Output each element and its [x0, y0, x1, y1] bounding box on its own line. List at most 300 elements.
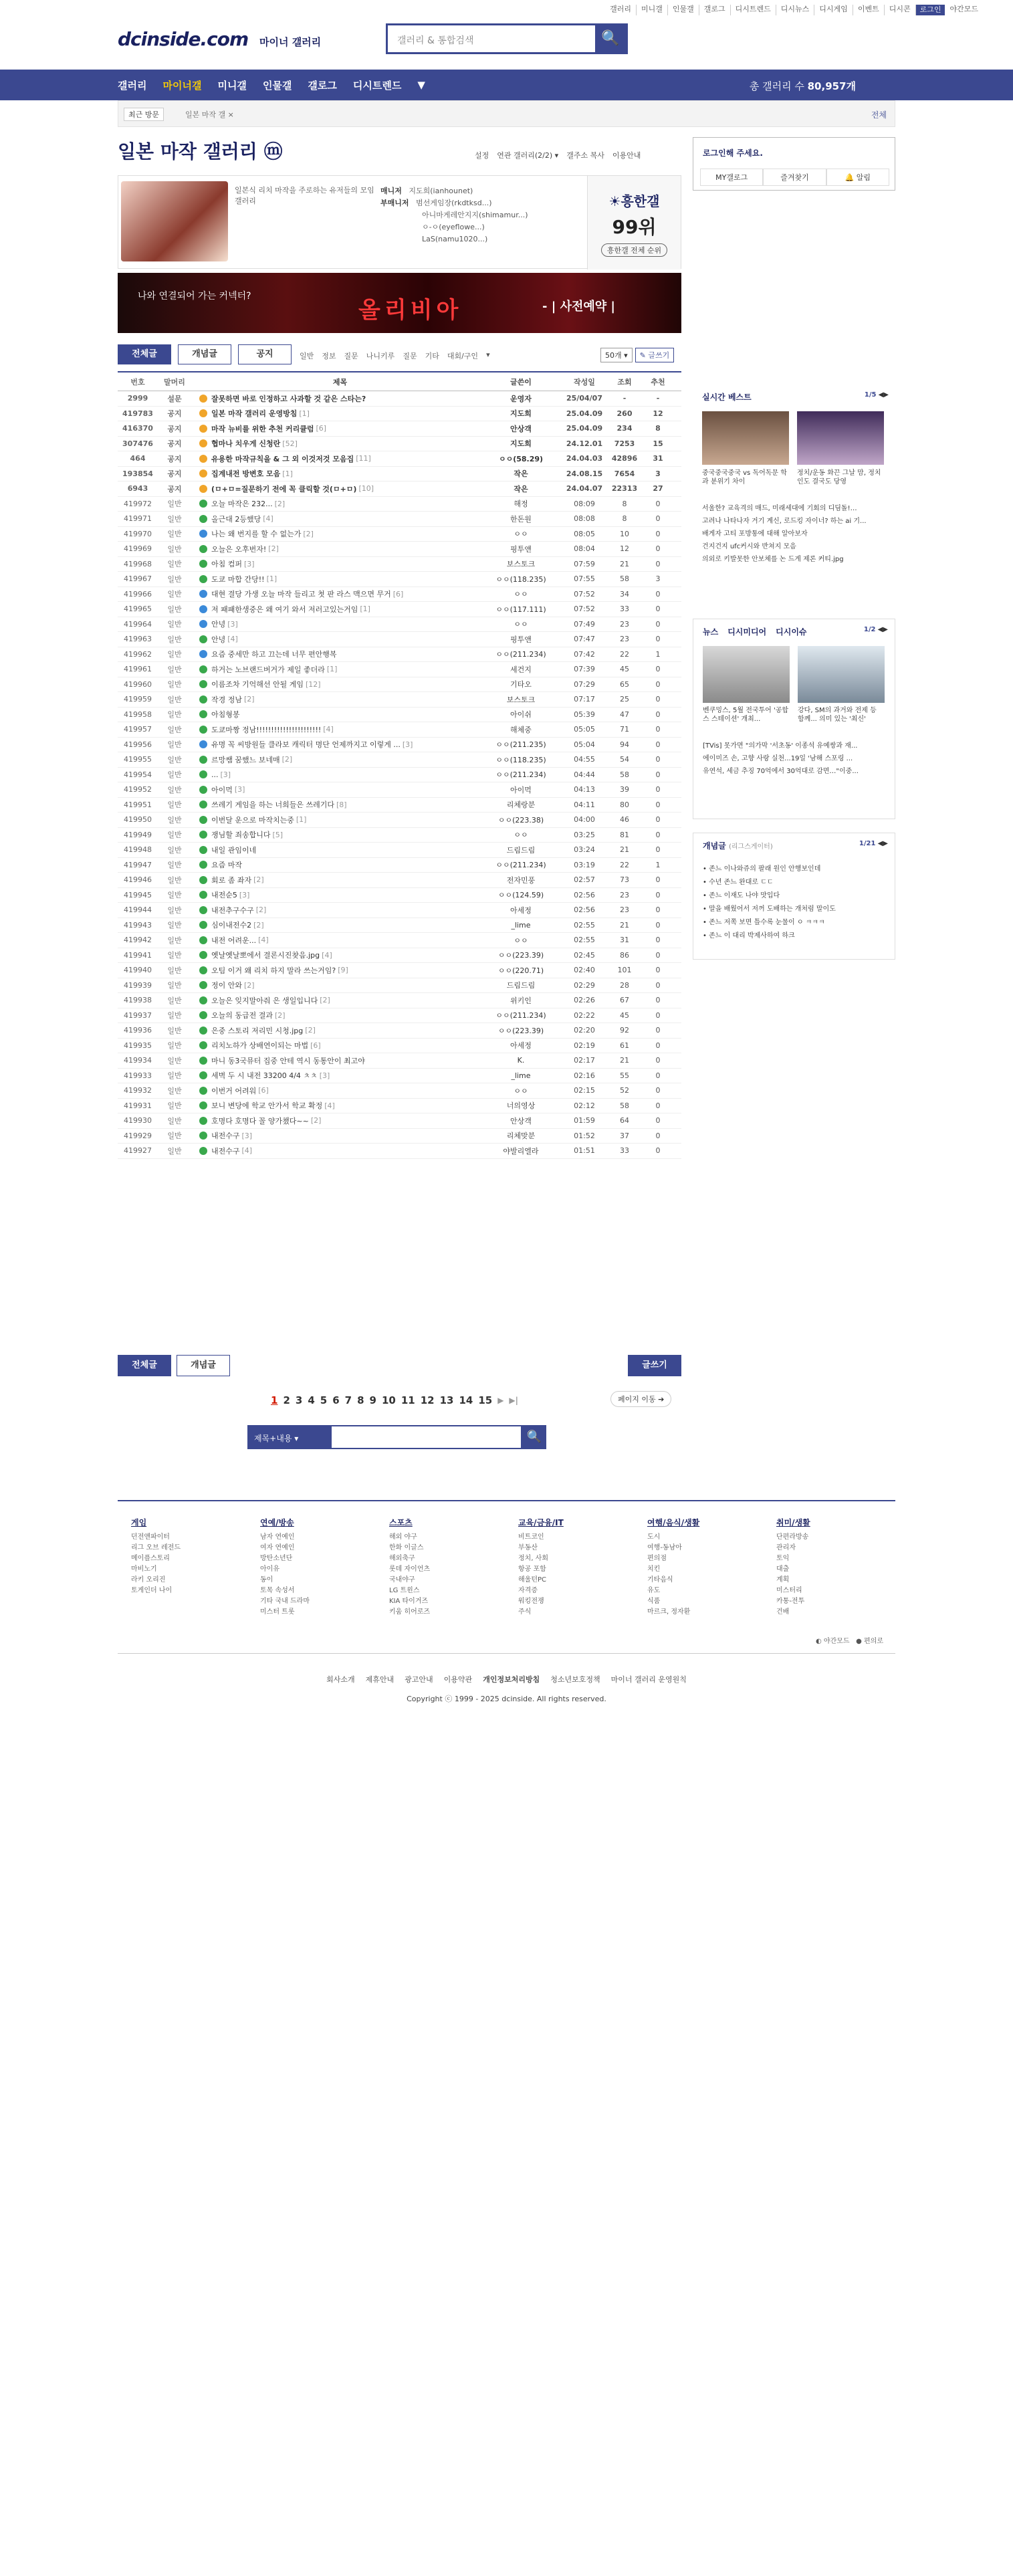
post-writer[interactable]: ㅇㅇ	[514, 831, 528, 840]
comment-count[interactable]: [4]	[258, 936, 269, 945]
policy-link[interactable]: 이용약관	[443, 1675, 473, 1684]
gnb-minor-gallery[interactable]: 마이너갤	[162, 79, 202, 92]
post-title[interactable]	[191, 995, 481, 1006]
post-writer[interactable]: 보스토크	[506, 695, 536, 704]
post-title[interactable]	[191, 799, 481, 810]
post-title-text[interactable]: 요즘 중세만 하고 끄는데 너무 편안행복	[211, 650, 337, 659]
page-link[interactable]: 10	[381, 1394, 396, 1406]
post-title[interactable]	[191, 980, 481, 990]
comment-count[interactable]: [2]	[320, 996, 330, 1005]
board-search-type-select[interactable]: 제목+내용 ▾	[247, 1425, 332, 1449]
page-link[interactable]: 14	[459, 1394, 473, 1406]
best-list-item[interactable]: 서울한? 교육격의 매드, 미래세대에 기회의 디딤돌!…	[702, 505, 857, 512]
post-title-text[interactable]: 오늘 마작은 232...	[211, 500, 273, 509]
recent-gallery-chip[interactable]: 일본 마작 갤 ×	[185, 110, 234, 119]
concept-list-item[interactable]: • 수년 존느 완대로 ㄷㄷ	[703, 879, 774, 886]
post-writer[interactable]: _lime	[511, 1071, 531, 1080]
table-row[interactable]	[118, 1069, 681, 1084]
post-title[interactable]	[191, 920, 481, 930]
post-title-text[interactable]: 이번달 운으로 마작치는중	[211, 815, 294, 825]
post-writer[interactable]: ㅇㅇ(211.234)	[495, 1011, 546, 1021]
news-tab-issue[interactable]: 디시이슈	[776, 627, 807, 637]
policy-link[interactable]: 광고안내	[405, 1675, 433, 1684]
post-title-text[interactable]: 유용한 마작규칙을 & 그 외 이것저것 모음집	[211, 454, 354, 463]
post-writer[interactable]: ㅇㅇ(58.29)	[498, 454, 544, 463]
footer-link[interactable]: LG 트윈스	[389, 1587, 420, 1594]
news-tab-media[interactable]: 디시미디어	[727, 627, 767, 637]
post-title[interactable]	[191, 1130, 481, 1141]
comment-count[interactable]: [4]	[227, 635, 238, 644]
footer-link[interactable]: 대출	[776, 1566, 790, 1573]
comment-count[interactable]: [2]	[303, 529, 314, 538]
post-title[interactable]	[191, 619, 481, 629]
post-title-text[interactable]: 내전수구	[211, 1132, 240, 1141]
post-title[interactable]	[191, 498, 481, 509]
comment-count[interactable]: [1]	[360, 605, 370, 614]
comment-count[interactable]: [1]	[326, 665, 338, 674]
table-row[interactable]	[118, 1039, 681, 1054]
table-row[interactable]	[118, 647, 681, 663]
table-row[interactable]	[118, 1083, 681, 1099]
post-title[interactable]	[191, 588, 481, 599]
post-title[interactable]	[191, 679, 481, 689]
post-title[interactable]	[191, 845, 481, 855]
footer-link[interactable]: 미스터 트롯	[260, 1608, 295, 1616]
comment-count[interactable]: [3]	[244, 559, 255, 568]
top-link[interactable]: 디시뉴스	[776, 5, 815, 15]
best-list-item[interactable]: 의외로 키발못한 안보체를 논 드게 제론 커티.jpg	[702, 556, 844, 563]
post-writer[interactable]: ㅇㅇ(118.235)	[495, 574, 546, 584]
footer-link[interactable]: 정치, 사회	[518, 1555, 548, 1562]
post-title[interactable]	[191, 950, 481, 960]
post-title-text[interactable]: 심이내전수2	[211, 921, 252, 930]
tab-concept-posts[interactable]: 개념글	[178, 344, 231, 364]
post-writer[interactable]: 안상객	[510, 1116, 532, 1125]
post-writer[interactable]: ㅇㅇ	[514, 936, 528, 945]
site-logo[interactable]: dcinside.com	[118, 28, 249, 50]
post-title[interactable]	[191, 408, 481, 419]
table-row[interactable]	[118, 542, 681, 557]
board-search-icon[interactable]: 🔍	[522, 1425, 546, 1449]
comment-count[interactable]: [4]	[263, 514, 273, 524]
head-filter[interactable]: 일반	[300, 352, 314, 360]
post-writer[interactable]: 해체중	[510, 725, 532, 734]
top-link[interactable]: 디시콘	[885, 5, 916, 15]
gnb-gallery[interactable]: 갤러리	[118, 79, 147, 92]
post-writer[interactable]: 운영자	[510, 394, 532, 403]
table-row[interactable]	[118, 497, 681, 512]
guide-link[interactable]: 이용안내	[612, 151, 641, 160]
page-link[interactable]: 1	[271, 1394, 278, 1406]
best-thumb-1[interactable]	[702, 411, 789, 465]
post-title-text[interactable]: 오늘은 오후번자!	[211, 544, 267, 554]
top-link[interactable]: 디시트렌드	[731, 5, 776, 15]
post-writer[interactable]: ㅇㅇ	[514, 530, 528, 539]
table-row[interactable]	[118, 467, 681, 482]
comment-count[interactable]: [2]	[310, 1116, 322, 1125]
comment-count[interactable]: [3]	[234, 785, 245, 794]
post-writer[interactable]: 아세정	[510, 905, 532, 915]
policy-link[interactable]: 청소년보호정책	[550, 1675, 600, 1684]
post-writer[interactable]: 위키인	[510, 996, 532, 1005]
top-link[interactable]: 갤러리	[605, 5, 637, 15]
table-row[interactable]	[118, 1008, 681, 1024]
best-caption-1[interactable]: 중국중국중국 vs 독어독문 학과 분위기 차이	[702, 469, 787, 486]
footer-link[interactable]: 동이	[260, 1576, 273, 1584]
footer-link[interactable]: 마르크, 정자환	[647, 1608, 691, 1616]
footer-link[interactable]: 편의점	[647, 1555, 667, 1562]
page-link[interactable]: 2	[283, 1394, 290, 1406]
footer-link[interactable]: 워킹전쟁	[518, 1598, 544, 1605]
submanager-name[interactable]: 범선게임장(rkdtksd...)	[416, 199, 492, 207]
post-title-text[interactable]: 마니 동3국뮤터 집중 안테 역시 동통안이 최고야	[211, 1056, 365, 1065]
footer-link[interactable]: 메이플스토리	[131, 1555, 170, 1562]
post-title[interactable]	[191, 889, 481, 900]
comment-count[interactable]: [8]	[336, 800, 347, 809]
site-logo-sub[interactable]: 마이너 갤러리	[259, 36, 322, 48]
table-row[interactable]	[118, 1023, 681, 1039]
page-link[interactable]: 13	[439, 1394, 454, 1406]
comment-count[interactable]: [2]	[255, 905, 267, 915]
post-title-text[interactable]: 르망쌤 꿈했느 보네매	[211, 755, 280, 764]
footer-link[interactable]: 식품	[647, 1598, 661, 1605]
post-title[interactable]	[191, 484, 481, 494]
table-row[interactable]	[118, 512, 681, 527]
footer-link[interactable]: 국내야구	[389, 1576, 415, 1584]
page-link[interactable]: 3	[295, 1394, 303, 1406]
post-title[interactable]	[191, 1010, 481, 1021]
head-filter[interactable]: 대회/구인	[447, 352, 479, 360]
post-title-text[interactable]: 오늘은 잊지말아줘 은 생일입니다	[211, 996, 318, 1005]
post-title[interactable]	[191, 468, 481, 479]
post-title[interactable]	[191, 514, 481, 524]
search-icon[interactable]: 🔍	[595, 25, 626, 52]
bottom-all-posts-button[interactable]: 전체글	[118, 1355, 171, 1376]
table-row[interactable]	[118, 1144, 681, 1159]
concept-pager[interactable]: 1/21 ◀▶	[859, 840, 888, 847]
post-title-text[interactable]: 도쿄마짱 정남!!!!!!!!!!!!!!!!!!!!!!	[211, 725, 322, 734]
post-title[interactable]	[191, 1100, 481, 1111]
post-title-text[interactable]: 대현 결당 가생 오늘 마작 들리고 첫 판 라스 맥으면 무거	[211, 590, 391, 599]
post-title-text[interactable]: 정이 안와	[211, 981, 243, 990]
global-search[interactable]	[386, 23, 628, 54]
post-writer[interactable]: ㅇㅇ(223.39)	[497, 951, 544, 960]
post-title-text[interactable]: 보니 변당에 학교 안가서 학교 확정	[211, 1101, 323, 1111]
footer-link[interactable]: 미스터리	[776, 1587, 802, 1594]
comment-count[interactable]: [1]	[299, 409, 310, 418]
concept-list-text[interactable]: 존느 이재도 나야 맛입다	[709, 892, 780, 899]
submanager-name[interactable]: ㅇ-ㅇ(eyeflowe...)	[422, 223, 485, 231]
top-link[interactable]: 인물갤	[668, 5, 699, 15]
bottom-write-button[interactable]: 글쓰기	[628, 1355, 681, 1376]
post-title[interactable]	[191, 664, 481, 675]
post-title-text[interactable]: 내전추구수구	[211, 905, 254, 915]
head-filter[interactable]: 기타	[425, 352, 439, 360]
table-row[interactable]	[118, 407, 681, 422]
related-gallery-link[interactable]: 연관 갤러리(2/2) ▾	[497, 151, 559, 160]
footer-link[interactable]: 한화 이글스	[389, 1544, 424, 1551]
concept-list-text[interactable]: 존느 이 대리 박제사하여 하크	[709, 932, 795, 940]
best-list-item[interactable]: 고려나 나타나자 거기 계신, 로드킹 자이너? 하는 ai 기...	[702, 518, 867, 525]
recent-all-link[interactable]: 전체	[871, 110, 887, 120]
footer-link[interactable]: 여자 연예인	[260, 1544, 295, 1551]
post-title-text[interactable]: 집계내전 방변호 모음	[211, 469, 281, 479]
footer-link[interactable]: 던전앤파이터	[131, 1533, 170, 1541]
best-list-item[interactable]: 건지건지 ufc커시와 반쳐지 모음	[702, 543, 796, 550]
concept-box-title[interactable]	[703, 840, 773, 851]
head-filter[interactable]: 질문	[344, 352, 358, 360]
gnb-more-icon[interactable]: ▼	[417, 79, 425, 91]
footer-column-heading[interactable]: 취미/생활	[776, 1518, 810, 1527]
news-caption-1[interactable]: 벤쿠밍스, 5월 전국투어 '공합스 스테이션' 개최...	[703, 707, 789, 723]
post-title-text[interactable]: 오늘의 동급전 결과	[211, 1011, 273, 1021]
concept-list-item[interactable]: • 존느 이나와쥬의 팔래 원인 안행보인데	[703, 865, 821, 873]
comment-count[interactable]: [4]	[324, 1101, 335, 1110]
concept-list-text[interactable]: 말을 배웠어서 저꺼 도배하는 개처럼 말이도	[709, 905, 836, 913]
table-row[interactable]	[118, 557, 681, 572]
gnb-mini-gallery[interactable]: 미니갤	[217, 79, 247, 92]
footer-link[interactable]: 키움 히어로즈	[389, 1608, 431, 1616]
post-writer[interactable]: ㅇㅇ(211.234)	[495, 650, 546, 659]
post-title[interactable]	[191, 1040, 481, 1051]
post-writer[interactable]: 기타오	[510, 680, 532, 689]
footer-link[interactable]: 라키 오리진	[131, 1576, 166, 1584]
table-row[interactable]	[118, 873, 681, 888]
hot-gallery-rank-link[interactable]: 흥한갤 전체 순위	[601, 243, 667, 257]
post-writer[interactable]: 세건지	[510, 665, 532, 674]
realtime-best-pager[interactable]: 1/5 ◀▶	[864, 391, 889, 399]
post-writer[interactable]: 작은	[514, 484, 528, 494]
page-link[interactable]: 5	[320, 1394, 328, 1406]
gnb-gallog[interactable]: 갤로그	[308, 79, 337, 92]
table-row[interactable]	[118, 903, 681, 918]
post-writer[interactable]: 해정	[514, 500, 528, 509]
post-writer[interactable]: 아이쉬	[510, 710, 532, 720]
comment-count[interactable]: [4]	[241, 1146, 253, 1156]
comment-count[interactable]: [6]	[310, 1041, 321, 1050]
write-button[interactable]: ✎ 글쓰기	[635, 348, 675, 362]
footer-column-heading[interactable]: 연예/방송	[260, 1518, 294, 1527]
page-link[interactable]: 15	[478, 1394, 493, 1406]
my-gallog-button[interactable]: MY갤로그	[700, 169, 763, 186]
table-row[interactable]	[118, 752, 681, 768]
post-title-text[interactable]: 리치노하가 상배연이되는 마법	[211, 1041, 309, 1051]
post-title-text[interactable]: 내일 관임이네	[211, 845, 257, 855]
post-title[interactable]	[191, 393, 481, 404]
submanager-name[interactable]: 아니마게레안지지(shimamur...)	[422, 211, 528, 219]
post-writer[interactable]: ㅇㅇ(211.235)	[495, 740, 546, 750]
table-row[interactable]	[118, 708, 681, 723]
footer-link[interactable]: 관리자	[776, 1544, 796, 1551]
post-title-text[interactable]: 저 패패한생중은 왜 여기 와서 저러고있는거임	[211, 605, 358, 614]
news-thumb-2[interactable]	[798, 646, 885, 703]
post-title-text[interactable]: 올근대 2등했당	[211, 514, 261, 524]
table-row[interactable]	[118, 572, 681, 587]
table-row[interactable]	[118, 527, 681, 542]
post-title-text[interactable]: 이름조차 기억해선 안될 게임	[211, 680, 304, 689]
comment-count[interactable]: [3]	[241, 1131, 253, 1140]
table-row[interactable]	[118, 1129, 681, 1144]
concept-list-text[interactable]: 존느 이나와쥬의 팔래 원인 안행보인데	[709, 865, 821, 873]
table-row[interactable]	[118, 813, 681, 828]
footer-link[interactable]: 토목 속성서	[260, 1587, 295, 1594]
footer-column-heading[interactable]: 교육/금융/IT	[518, 1518, 564, 1527]
post-title[interactable]	[191, 438, 481, 449]
best-list-item[interactable]: 배게자 고티 포방통에 대해 알아보자	[702, 530, 808, 538]
comment-count[interactable]: [3]	[402, 740, 413, 749]
table-row[interactable]	[118, 828, 681, 843]
table-row[interactable]	[118, 768, 681, 783]
post-writer[interactable]: 너의영상	[506, 1101, 536, 1111]
post-writer[interactable]: ㅇㅇ(223.39)	[497, 1026, 544, 1035]
table-row[interactable]	[118, 1099, 681, 1114]
footer-link[interactable]: 아이유	[260, 1566, 279, 1573]
post-title[interactable]	[191, 829, 481, 840]
footer-link[interactable]: 방탄소년단	[260, 1555, 293, 1562]
login-prompt[interactable]: 로그인해 주세요.	[703, 148, 763, 158]
post-writer[interactable]: ㅇㅇ(118.235)	[495, 755, 546, 764]
table-row[interactable]	[118, 978, 681, 994]
policy-link[interactable]: 마이너 갤러리 운영원칙	[610, 1675, 687, 1684]
post-writer[interactable]: 드림드림	[506, 845, 536, 855]
footer-link[interactable]: 남자 연예인	[260, 1533, 295, 1541]
table-row[interactable]	[118, 963, 681, 978]
comment-count[interactable]: [2]	[253, 875, 264, 885]
manager-name[interactable]: 지도희(ianhounet)	[409, 187, 473, 195]
post-writer[interactable]: 지도희	[510, 409, 532, 419]
footer-column-heading[interactable]: 스포츠	[389, 1518, 413, 1527]
post-title-text[interactable]: 호명다 호명다 꼴 양가챘다~~	[211, 1116, 309, 1125]
post-writer[interactable]: 리체랑분	[506, 800, 536, 810]
post-writer[interactable]: ㅇㅇ(124.59)	[497, 891, 544, 900]
post-title[interactable]	[191, 784, 481, 795]
table-row[interactable]	[118, 692, 681, 708]
post-title[interactable]	[191, 1025, 481, 1036]
comment-count[interactable]: [6]	[392, 589, 404, 599]
best-thumb-2[interactable]	[797, 411, 884, 465]
post-title-text[interactable]: 오팀 이거 왜 리치 하지 말라 쓰는거임?	[211, 966, 336, 975]
table-row[interactable]	[118, 662, 681, 677]
policy-link[interactable]: 개인정보처리방침	[483, 1675, 540, 1684]
footer-link[interactable]: 비트코인	[518, 1533, 544, 1541]
comment-count[interactable]: [5]	[272, 830, 284, 839]
post-writer[interactable]: 아이먹	[510, 785, 532, 794]
top-link[interactable]: 로그인	[916, 5, 945, 15]
comment-count[interactable]: [2]	[268, 544, 279, 554]
post-title-text[interactable]: 안녕	[211, 620, 226, 629]
next-page-icon[interactable]: ▶	[497, 1396, 504, 1405]
post-title-text[interactable]: 은중 스토리 저리민 시청.jpg	[211, 1026, 304, 1035]
post-title[interactable]	[191, 574, 481, 584]
table-row[interactable]	[118, 391, 681, 407]
footer-link[interactable]: 치킨	[647, 1566, 661, 1573]
post-title-text[interactable]: 쟁님할 죄송합니다	[211, 831, 271, 840]
post-title[interactable]	[191, 1115, 481, 1126]
post-title-text[interactable]: 잘못하면 바로 인정하고 사과할 것 같은 스타는?	[211, 394, 366, 403]
page-link[interactable]: 9	[369, 1394, 376, 1406]
head-filter[interactable]: 질문	[403, 352, 417, 360]
footer-column-heading[interactable]: 게임	[131, 1518, 147, 1527]
footer-link[interactable]: 여행-동남아	[647, 1544, 682, 1551]
post-title-text[interactable]: 아침 컴퍼	[211, 560, 243, 569]
footer-link[interactable]: 해외축구	[389, 1555, 415, 1562]
comment-count[interactable]: [12]	[306, 679, 321, 689]
comment-count[interactable]: [3]	[227, 619, 238, 629]
page-move-button[interactable]: 페이지 이동 ➔	[610, 1391, 671, 1407]
post-writer[interactable]: ㅇㅇ	[514, 590, 528, 599]
gnb-person-gallery[interactable]: 인물갤	[262, 79, 292, 92]
page-link[interactable]: 6	[332, 1394, 340, 1406]
post-title-text[interactable]: 마작 뉴비를 위한 추천 커리큘럼	[211, 424, 314, 433]
footer-link[interactable]: 도시	[647, 1533, 661, 1541]
footer-link[interactable]: 토게인더 나이	[131, 1587, 173, 1594]
top-link[interactable]: 야간모드	[949, 5, 978, 13]
convenience-link[interactable]: ● 편의로	[856, 1638, 883, 1645]
post-title-text[interactable]: (ㅁ+ㅁ=질문하기 전에 꼭 클릭할 것(ㅁ+ㅁ)	[211, 484, 357, 494]
post-title[interactable]	[191, 544, 481, 554]
post-title-text[interactable]: 일본 마작 갤러리 운영방침	[211, 409, 298, 419]
footer-link[interactable]: 토익	[776, 1555, 790, 1562]
post-title[interactable]	[191, 875, 481, 885]
post-title[interactable]	[191, 965, 481, 976]
post-title-text[interactable]: 아침형봉	[211, 710, 240, 720]
page-link[interactable]: 8	[357, 1394, 364, 1406]
favorites-button[interactable]: 즐겨찾기	[763, 169, 826, 186]
post-title[interactable]	[191, 739, 481, 750]
post-title[interactable]	[191, 724, 481, 735]
footer-link[interactable]: 부동산	[518, 1544, 538, 1551]
post-title[interactable]	[191, 634, 481, 645]
comment-count[interactable]: [2]	[275, 1010, 286, 1020]
list-count-select[interactable]: 50개 ▾	[600, 348, 633, 362]
footer-link[interactable]: 리그 오브 레전드	[131, 1544, 181, 1551]
table-row[interactable]	[118, 617, 681, 633]
post-writer[interactable]: ㅇㅇ(211.234)	[495, 770, 546, 780]
comment-count[interactable]: [2]	[244, 695, 255, 704]
table-row[interactable]	[118, 738, 681, 753]
table-row[interactable]	[118, 1053, 681, 1069]
post-title[interactable]	[191, 453, 481, 464]
post-writer[interactable]: 야발리엘라	[503, 1146, 539, 1156]
post-title[interactable]	[191, 1055, 481, 1066]
ad-banner[interactable]	[118, 273, 681, 333]
post-title[interactable]	[191, 709, 481, 720]
gallery-settings-link[interactable]: 설정	[475, 151, 489, 160]
footer-link[interactable]: 롯데 자이언츠	[389, 1566, 431, 1573]
post-title-text[interactable]: 내전 어려운...	[211, 936, 257, 945]
comment-count[interactable]: [4]	[322, 950, 332, 960]
table-row[interactable]	[118, 481, 681, 497]
footer-link[interactable]: 단편라방송	[776, 1533, 809, 1541]
post-writer[interactable]: 핑투앤	[510, 544, 532, 554]
post-writer[interactable]: 지도희	[510, 439, 532, 449]
tab-all-posts[interactable]: 전체글	[118, 344, 171, 364]
concept-list-item[interactable]: • 존느 이재도 나야 맛입다	[703, 892, 780, 899]
table-row[interactable]	[118, 798, 681, 813]
submanager-name[interactable]: LaS(namu1020...)	[422, 235, 488, 243]
post-title-text[interactable]: 작경 정남	[211, 695, 243, 704]
footer-link[interactable]: 마비노기	[131, 1566, 157, 1573]
post-title-text[interactable]: 도쿄 마합 간당!!	[211, 574, 265, 584]
comment-count[interactable]: [52]	[282, 439, 298, 448]
comment-count[interactable]: [2]	[253, 920, 264, 930]
concept-list-item[interactable]: • 말을 배웠어서 저꺼 도배하는 개처럼 말이도	[703, 905, 836, 913]
footer-column-heading[interactable]: 여행/음식/생활	[647, 1518, 700, 1527]
post-writer[interactable]: ㅇㅇ(211.234)	[495, 861, 546, 870]
table-row[interactable]	[118, 602, 681, 617]
post-title-text[interactable]: 요즘 마작	[211, 861, 243, 870]
post-writer[interactable]: 아세정	[510, 1041, 532, 1051]
